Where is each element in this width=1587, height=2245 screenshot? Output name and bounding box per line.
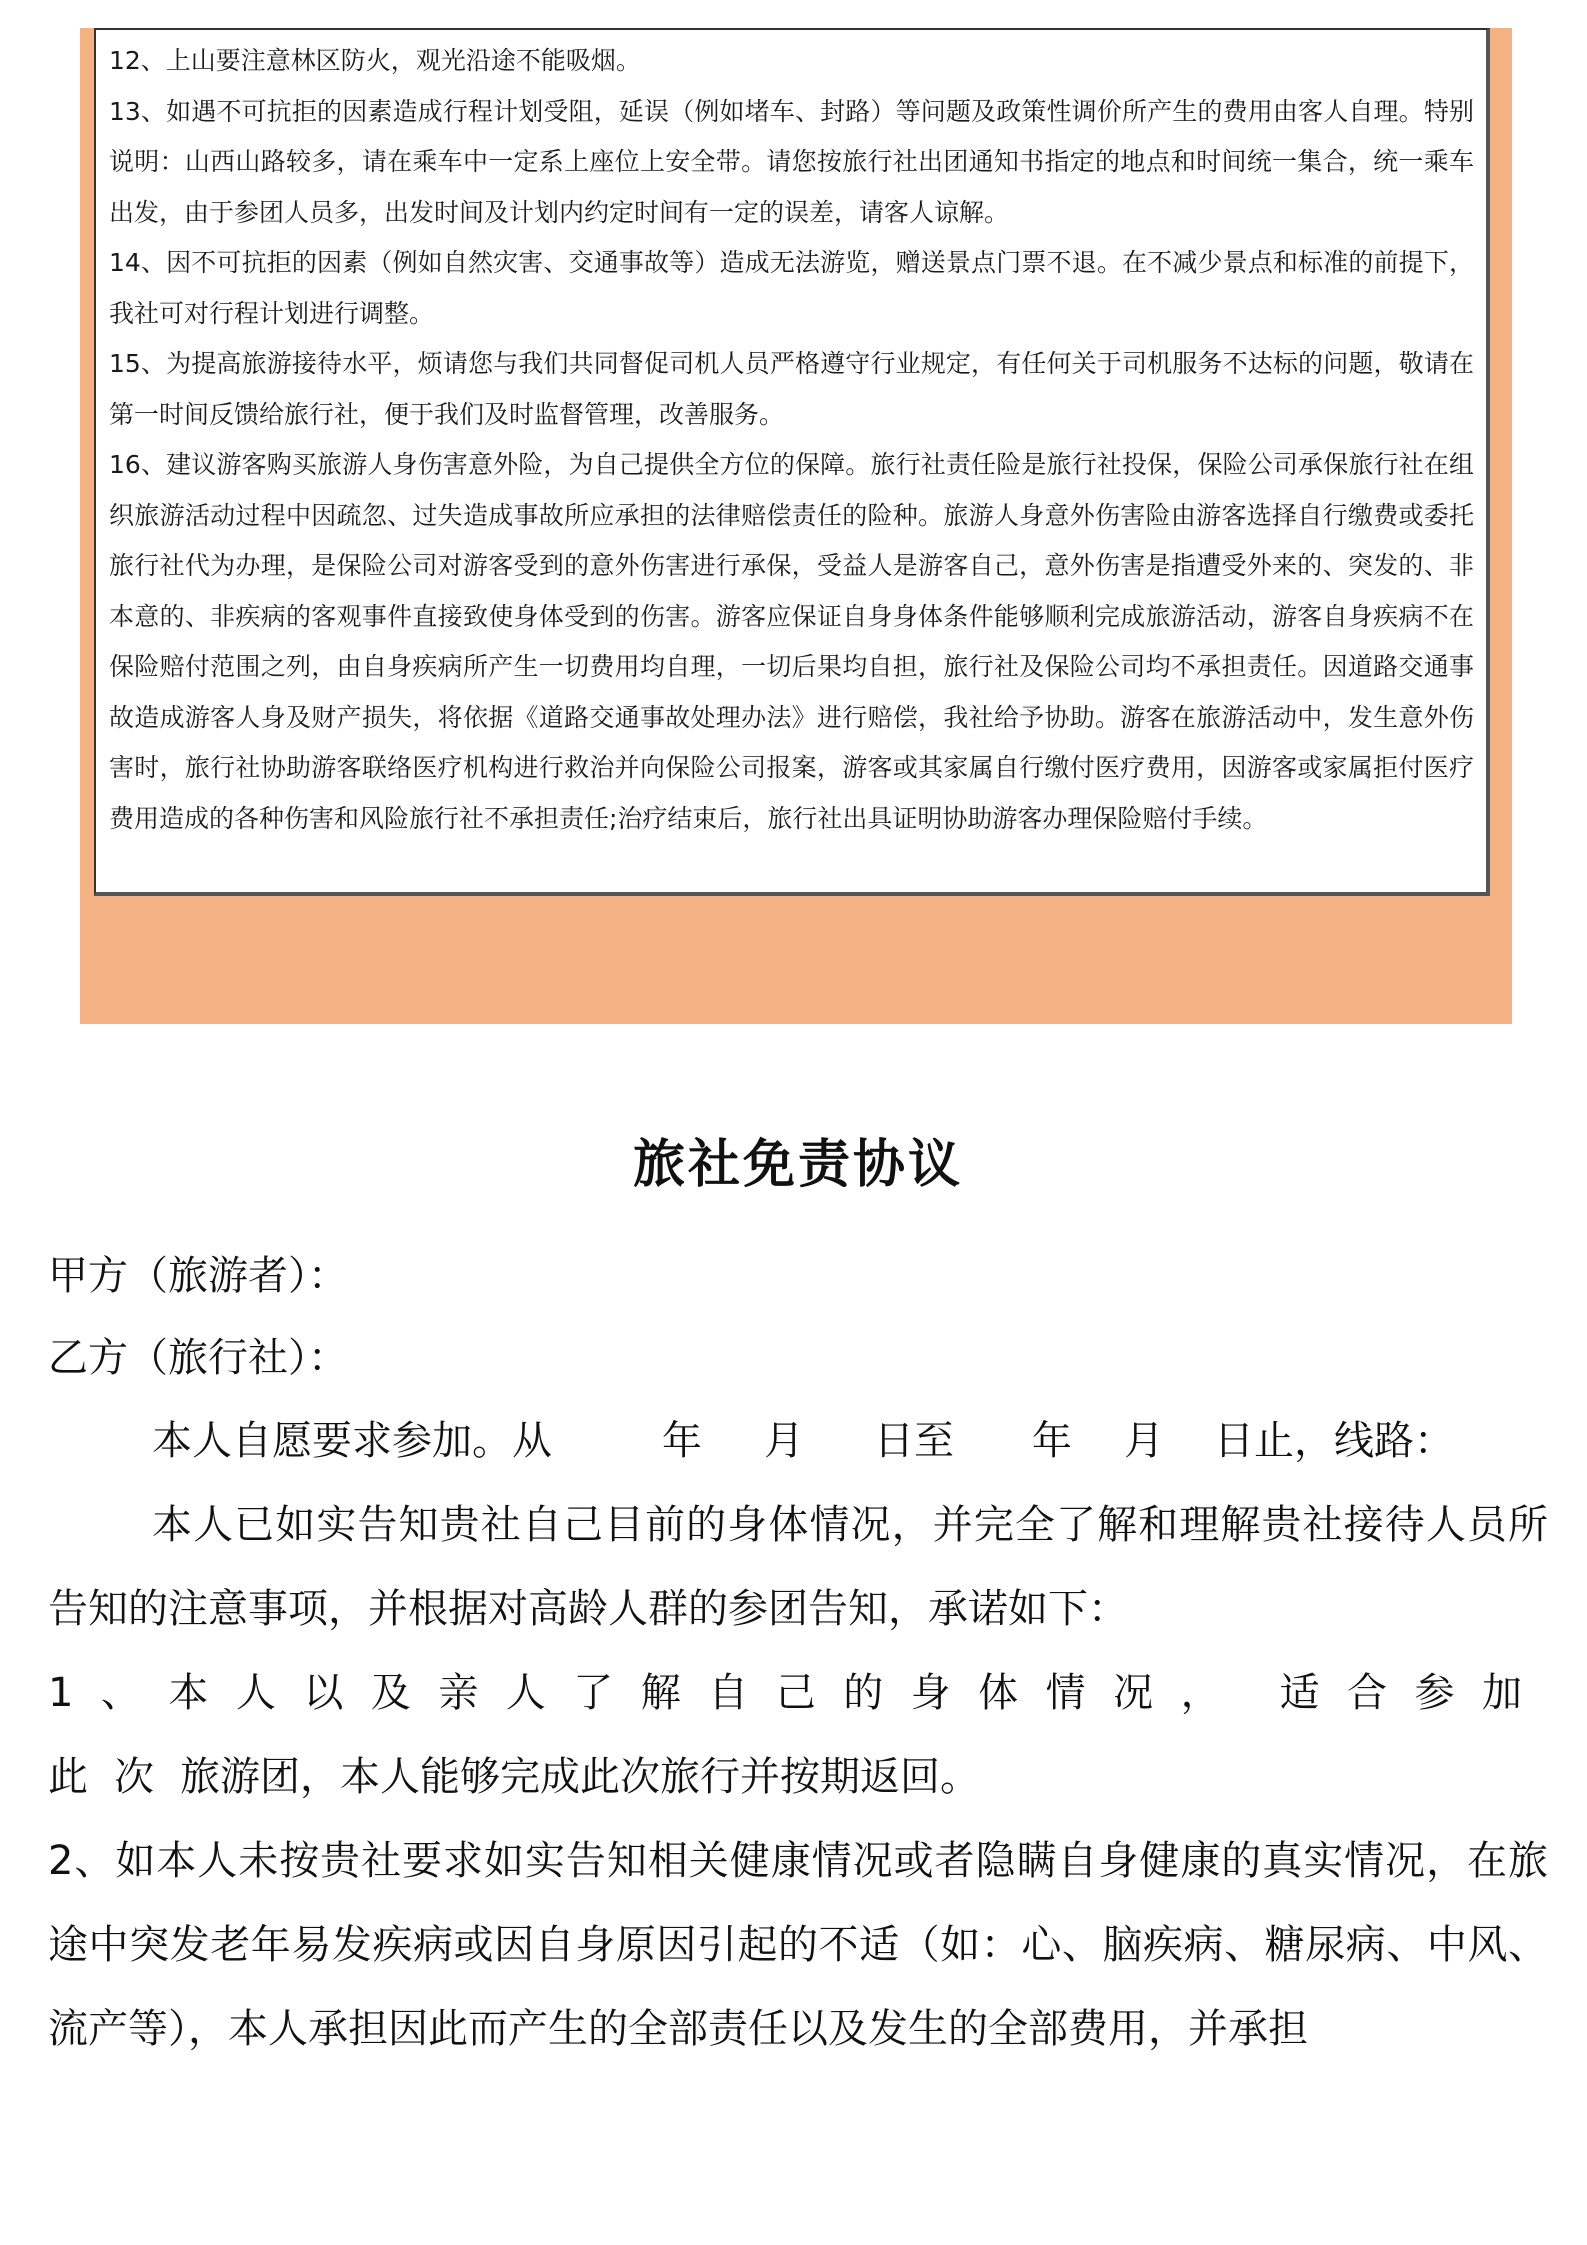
party-b-label: 乙方（旅行社）： bbox=[48, 1335, 348, 1381]
travel-notes-box bbox=[94, 28, 1490, 896]
start-day-label: 日至 bbox=[874, 1418, 954, 1464]
agreement-title: 旅社免责协议 bbox=[632, 1135, 963, 1195]
clause-2: 2、如本人未按贵社要求如实告知相关健康情况或者隐瞒自身健康的真实情况，在旅途中突发老年易发疾病或因自身原因引起的不适（如：心、脑疾病、糖尿病、中风、流产等），本人承担因此而产生的全部责任以及发生的全部费用，并承担 bbox=[48, 1838, 1548, 2052]
party-a-label: 甲方（旅游者）： bbox=[48, 1253, 348, 1299]
travel-notes-panel bbox=[80, 28, 1512, 1024]
disclaimer-agreement bbox=[48, 1125, 1548, 2071]
start-year-label: 年 bbox=[662, 1418, 702, 1464]
start-month-label: 月 bbox=[764, 1418, 804, 1464]
clause-1-tail: 旅游团，本人能够完成此次旅行并按期返回。 bbox=[180, 1754, 980, 1800]
note-item-15: 15、为提高旅游接待水平，烦请您与我们共同督促司机人员严格遵守行业规定，有任何关于司机服务不达标的问题，敬请在第一时间反馈给旅行社，便于我们及时监督管理，改善服务。 bbox=[109, 349, 1474, 429]
note-item-14: 14、因不可抗拒的因素（例如自然灾害、交通事故等）造成无法游览，赠送景点门票不退。在不减少景点和标准的前提下，我社可对行程计划进行调整。 bbox=[109, 248, 1474, 328]
clause-1-tail-lead: 适合参加此次 bbox=[48, 1670, 1548, 1800]
date-line bbox=[48, 1399, 1548, 1483]
end-day-route-label: 日止，线路： bbox=[1214, 1418, 1454, 1464]
note-item-12: 12、上山要注意林区防火，观光沿途不能吸烟。 bbox=[109, 46, 641, 75]
clause-1 bbox=[48, 1651, 1548, 1819]
note-item-16: 16、建议游客购买旅游人身伤害意外险，为自己提供全方位的保障。旅行社责任险是旅行社投保，保险公司承保旅行社在组织旅游活动过程中因疏忽、过失造成事故所应承担的法律赔偿责任的险种。旅游人身意外伤害险由游客选择自行缴费或委托旅行社代为办理，是保险公司对游客受到的意外伤害进行承保，受益人是游客自己，意外伤害是指遭受外来的、突发的、非本意的、非疾病的客观事件直接致使身体受到的伤害。游客应保证自身身体条件能够顺利完成旅游活动，游客自身疾病不在保险赔付范围之列，由自身疾病所产生一切费用均自理，一切后果均自担，旅行社及保险公司均不承担责任。因道路交通事故造成游客人身及财产损失，将依据《道路交通事故处理办法》进行赔偿，我社给予协助。游客在旅游活动中，发生意外伤害时，旅行社协助游客联络医疗机构进行救治并向保险公司报案，游客或其家属自行缴付医疗费用，因游客或家属拒付医疗费用造成的各种伤害和风险旅行社不承担责任;治疗结束后，旅行社出具证明协助游客办理保险赔付手续。 bbox=[109, 450, 1474, 833]
date-line-lead: 本人自愿要求参加。从 bbox=[152, 1418, 552, 1464]
health-statement: 本人已如实告知贵社自己目前的身体情况，并完全了解和理解贵社接待人员所告知的注意事项，并根据对高龄人群的参团告知，承诺如下： bbox=[48, 1502, 1548, 1632]
end-year-label: 年 bbox=[1032, 1418, 1072, 1464]
end-month-label: 月 bbox=[1124, 1418, 1164, 1464]
note-item-13: 13、如遇不可抗拒的因素造成行程计划受阻，延误（例如堵车、封路）等问题及政策性调价所产生的费用由客人自理。特别说明：山西山路较多，请在乘车中一定系上座位上安全带。请您按旅行社出团通知书指定的地点和时间统一集合，统一乘车出发，由于参团人员多，出发时间及计划内约定时间有一定的误差，请客人谅解。 bbox=[109, 96, 1474, 227]
clause-1-head: 1、本人以及亲人了解自己的身体情况， bbox=[48, 1670, 1249, 1716]
